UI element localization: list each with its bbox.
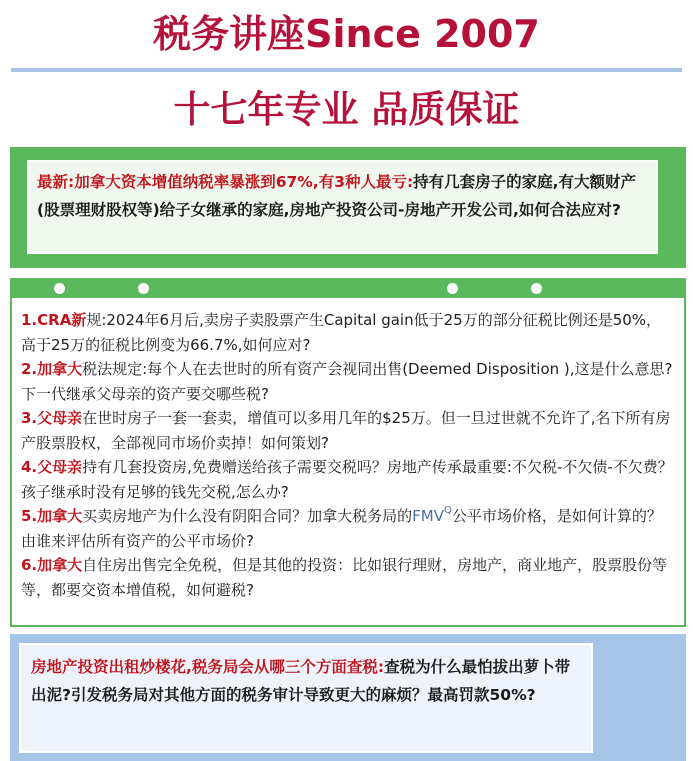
topic-item xyxy=(21,504,674,553)
highlight-banner xyxy=(10,147,686,268)
highlight-body: 持有几套房子的家庭,有大额财产(股票理财股权等)给子女继承的家庭,房地产投资公司-房地产开发公司,如何合法应对? xyxy=(37,173,637,219)
binder-dot xyxy=(447,283,458,294)
page-title: 税务讲座Since 2007 xyxy=(153,12,540,56)
topic-text: 在世时房子一套一套卖，增值可以多用几年的$25万。但一旦过世就不允许了,名下所有房产股票股权，全部视同市场价卖掉！如何策划? xyxy=(21,409,671,452)
topics-panel xyxy=(10,278,686,627)
binder-dot xyxy=(531,283,542,294)
topic-item xyxy=(21,406,674,455)
topic-text: 规:2024年6月后,卖房子卖股票产生Capital gain低于25万的部分征税比例还是50%，高于25万的征税比例变为66.7%,如何应对? xyxy=(21,311,662,354)
topic-item xyxy=(21,553,674,602)
topic-text: 自住房出售完全免税，但是其他的投资：比如银行理财，房地产，商业地产，股票股份等等，都要交资本增值税，如何避税? xyxy=(21,556,668,599)
footer-lead: 房地产投资出租炒楼花,税务局会从哪三个方面查税: xyxy=(31,658,385,676)
topic-item xyxy=(21,357,674,406)
title-divider xyxy=(11,68,682,72)
page-subtitle: 十七年专业 品质保证 xyxy=(173,88,520,131)
topic-lead: 5.加拿大 xyxy=(21,507,83,525)
topic-text: 买卖房地产为什么没有阴阳合同？加拿大税务局的 xyxy=(82,507,413,525)
topic-lead: 2.加拿大 xyxy=(21,360,83,378)
topic-lead: 4.父母亲 xyxy=(21,458,83,476)
topic-item xyxy=(21,455,674,504)
topic-lead: 1.CRA新 xyxy=(21,311,87,329)
binder-dot xyxy=(54,283,65,294)
topic-lead: 3.父母亲 xyxy=(21,409,83,427)
highlight-lead: 最新:加拿大资本增值纳税率暴涨到67%,有3种人最亏: xyxy=(37,173,414,191)
topic-item xyxy=(21,308,674,357)
topic-text: 持有几套投资房,免费赠送给孩子需要交税吗？房地产传承最重要:不欠税-不欠债-不欠费？孩子继承时没有足够的钱先交税,怎么办? xyxy=(21,458,673,501)
search-icon: Q xyxy=(444,505,452,516)
topics-list xyxy=(12,298,684,625)
topic-text: 税法规定:每个人在去世时的所有资产会视同出售(Deemed Disposition ),这是什么意思?下一代继承父母亲的资产要交哪些税? xyxy=(21,360,673,403)
footer-body: 查税为什么最怕拔出萝卜带出泥?引发税务局对其他方面的税务审计导致更大的麻烦？最高罚款50%? xyxy=(31,658,571,704)
footer-banner xyxy=(10,634,686,761)
fmv-link[interactable]: FMV xyxy=(412,507,444,525)
highlight-text xyxy=(27,160,658,254)
topic-text: 公平市场价格，是如何计算的？由谁来评估所有资产的公平市场价? xyxy=(21,507,662,550)
binder-dot xyxy=(138,283,149,294)
footer-text xyxy=(19,643,593,753)
topic-lead: 6.加拿大 xyxy=(21,556,83,574)
